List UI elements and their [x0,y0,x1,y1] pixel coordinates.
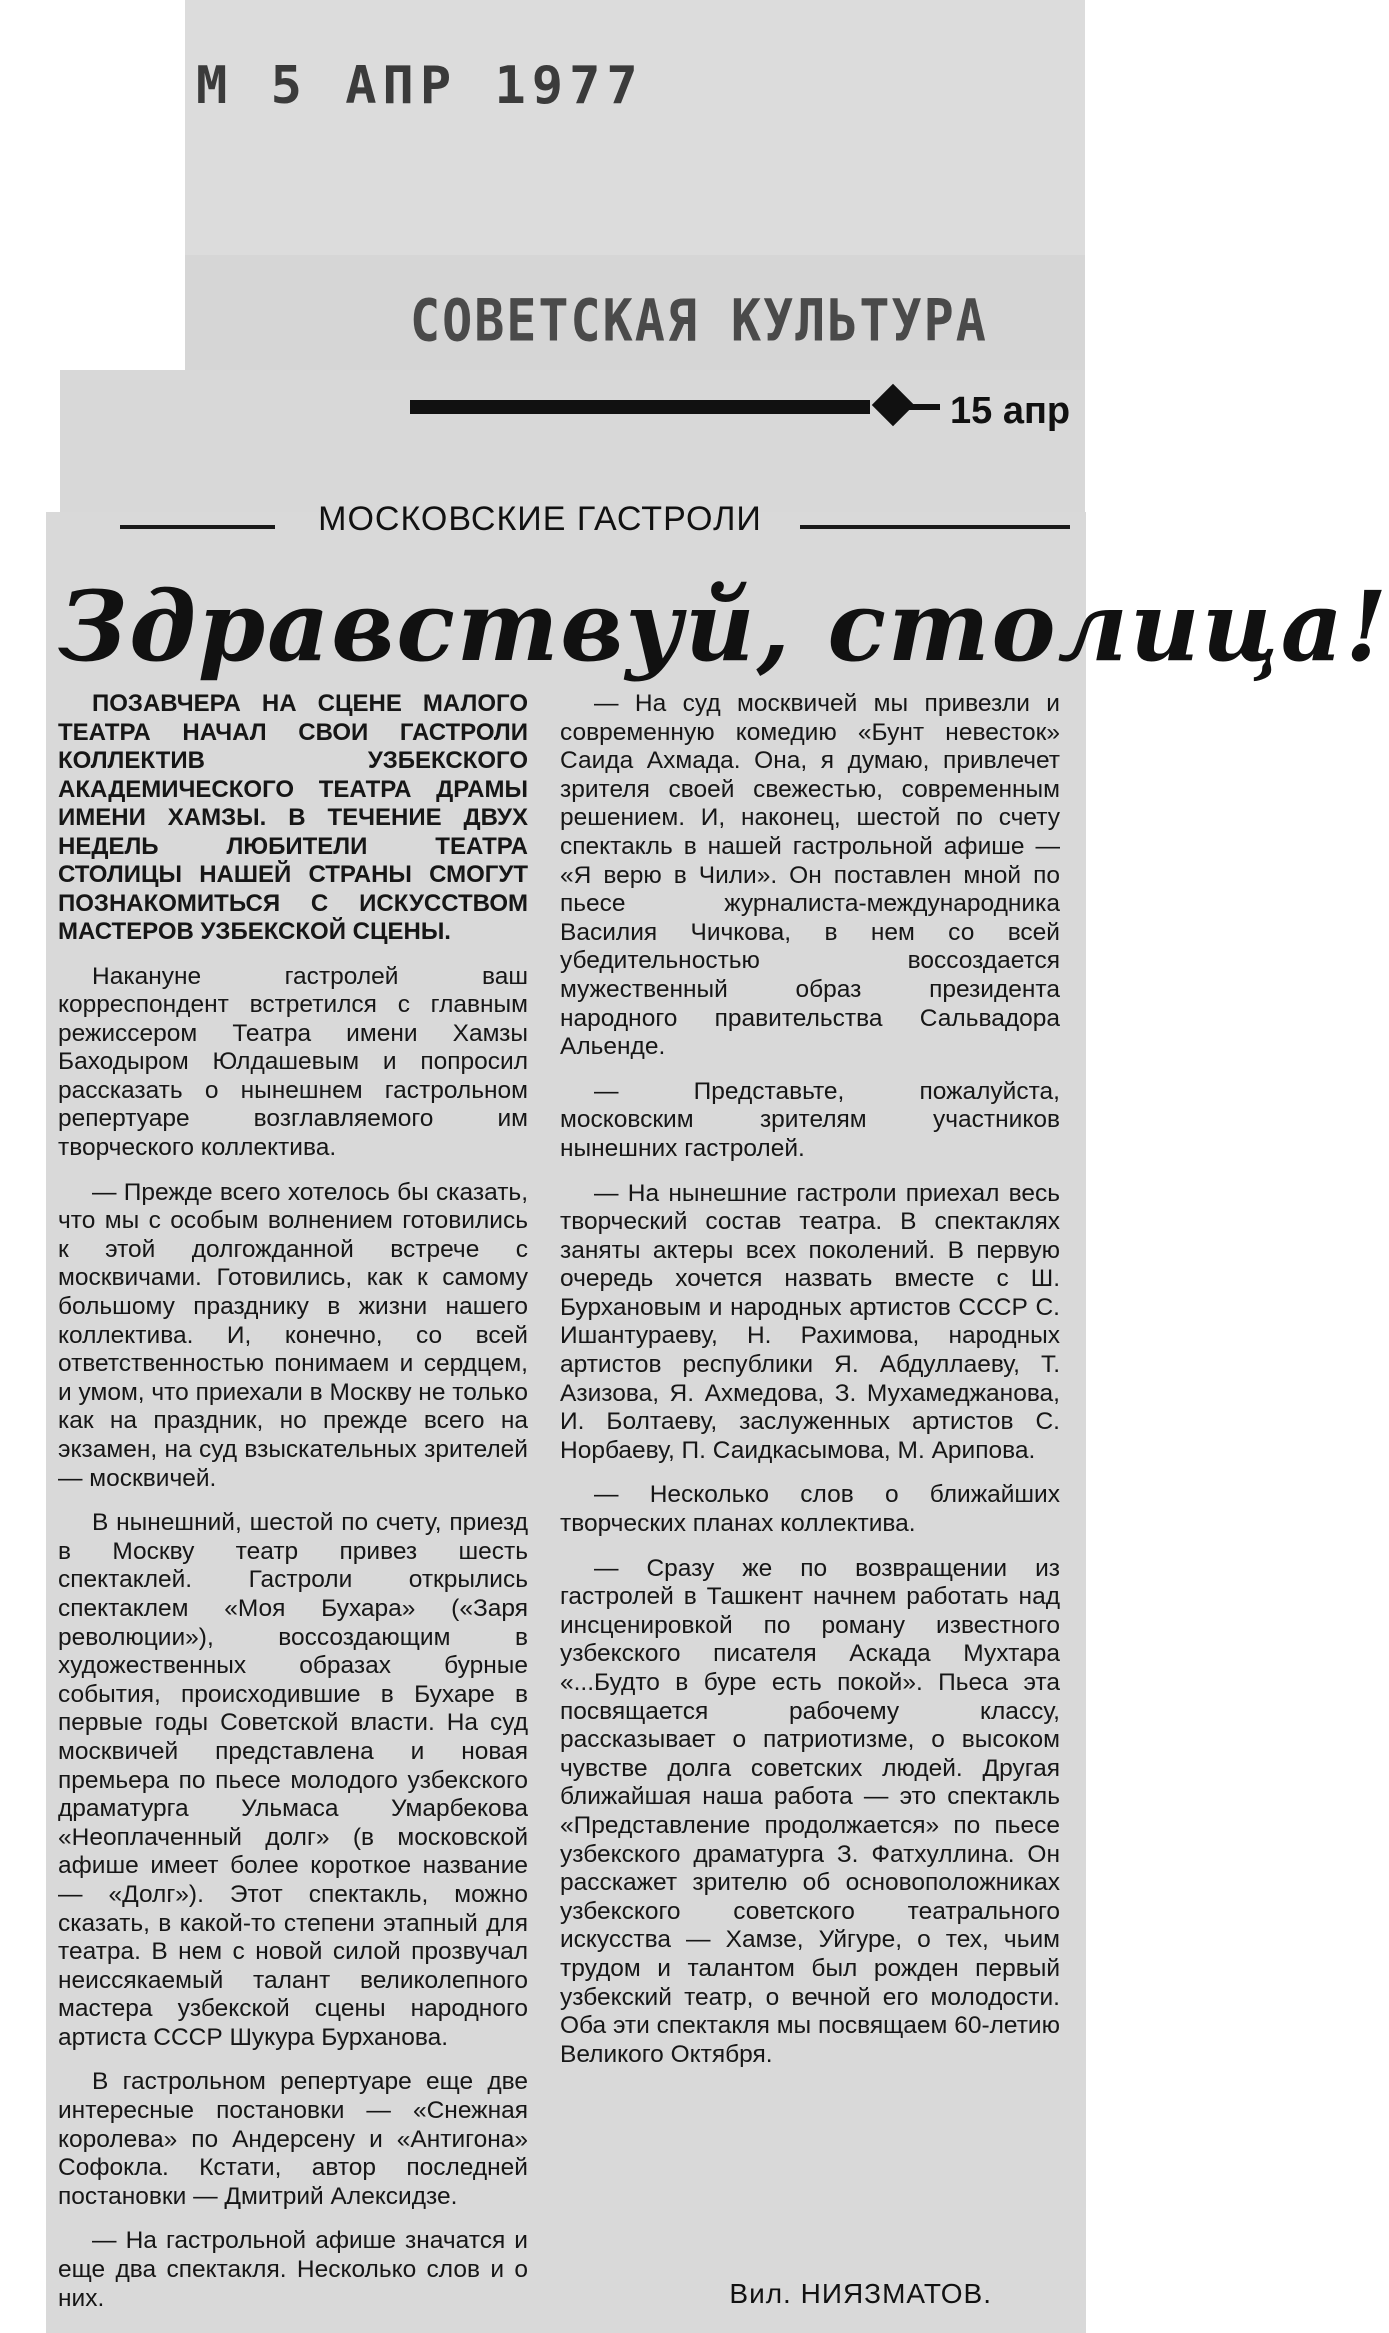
article-paragraph: — Прежде всего хотелось бы сказать, что мы с особым волнением готовились к этой долгожданной встрече с москвичами. Готовились, как к самому большому празднику в жизни нашего коллектива. И, конечно, со всей ответственностью понимаем и сердцем, и умом, что приехали в Москву не только как на праздник, но прежде всего на экзамен, на суд взыскательных зрителей — москвичей. [58,1178,528,1492]
article-paragraph: — На суд москвичей мы привезли и современную комедию «Бунт невесток» Саида Ахмада. Она, я думаю, привлечет зрителя своей свежестью, современным решением. И, наконец, шестой по счету спектакль в нашей гастрольной афише — «Я верю в Чили». Он поставлен мной по пьесе журналиста-международника Василия Чичкова, в нем со всей убедительностью воссоздается мужественный образ президента народного правительства Сальвадора Альенде. [560,690,1060,1061]
article-paragraph: — Несколько слов о ближайших творческих планах коллектива. [560,1481,1060,1538]
article-headline: Здравствуй, столица! [58,570,1389,683]
rubric-rule-right [800,525,1070,529]
article-paragraph: В гастрольном репертуаре еще две интересные постановки — «Снежная королева» по Андерсену и «Антигона» Софокла. Кстати, автор последней постановки — Дмитрий Алексидзе. [58,2068,528,2210]
article-paragraph: — Представьте, пожалуйста, московским зрителям участников нынешних гастролей. [560,1077,1060,1162]
article-paragraph: В нынешний, шестой по счету, приезд в Москву театр привез шесть спектаклей. Гастроли открылись спектаклем «Моя Бухара» («Заря революции»), воссоздающим в художественных образах бурные события, происходившие в Бухаре в первые годы Советской власти. На суд москвичей представлена и новая премьера по пьесе молодого узбекского драматурга Ульмаса Умарбекова «Неоплаченный долг» (в московской афише имеет более короткое название — «Долг»). Этот спектакль, можно сказать, в какой-то степени этапный для театра. В нем с новой силой прозвучал неиссякаемый талант великолепного мастера узбекской сцены народного артиста СССР Шукура Бурханова. [58,1509,528,2051]
clipping-header-strip [185,0,1085,265]
newspaper-date: 15 апр [950,390,1071,432]
article-column-left [58,690,528,2329]
article-author-signature: Вил. НИЯЗМАТОВ. [729,2278,992,2309]
article-lead-paragraph: ПОЗАВЧЕРА НА СЦЕНЕ МАЛОГО ТЕАТРА НАЧАЛ СВОИ ГАСТРОЛИ КОЛЛЕКТИВ УЗБЕКСКОГО АКАДЕМИЧЕСКОГО ТЕАТРА ДРАМЫ ИМЕНИ ХАМЗЫ. В ТЕЧЕНИЕ ДВУХ НЕДЕЛЬ ЛЮБИТЕЛИ ТЕАТРА СТОЛИЦЫ НАШЕЙ СТРАНЫ СМОГУТ ПОЗНАКОМИТЬСЯ С ИСКУССТВОМ МАСТЕРОВ УЗБЕКСКОЙ СЦЕНЫ. [58,690,528,945]
clipping-rubric-strip [60,370,1085,520]
archive-date-stamp: М 5 АПР 1977 [196,56,644,116]
article-rubric: МОСКОВСКИЕ ГАСТРОЛИ [318,500,762,538]
article-column-right [560,690,1060,2085]
newspaper-name: СОВЕТСКАЯ КУЛЬТУРА [410,287,988,355]
article-paragraph: — На нынешние гастроли приехал весь творческий состав театра. В спектаклях заняты актеры всех поколений. В первую очередь хочется назвать вместе с Ш. Бурхановым и народных артистов СССР С. Ишантураеву, Н. Рахимова, народных артистов республики Я. Абдуллаеву, Т. Азизова, Я. Ахмедова, З. Мухамеджанова, И. Болтаеву, заслуженных артистов С. Норбаеву, П. Саидкасымова, М. Арипова. [560,1179,1060,1464]
rubric-rule-left [120,525,275,529]
masthead-rule-short [905,404,940,410]
article-paragraph: — Сразу же по возвращении из гастролей в Ташкент начнем работать над инсценировкой по роману известного узбекского писателя Аскада Мухтара «...Будто в буре есть покой». Пьеса эта посвящается рабочему классу, рассказывает о патриотизме, о высоком чувстве долга советских людей. Другая ближайшая наша работа — это спектакль «Представление продолжается» по пьесе узбекского драматурга З. Фатхуллина. Он расскажет зрителю об основоположниках узбекского советского театрального искусства — Хамзе, Уйгуре, о тех, чьим трудом и талантом был рожден первый узбекский театр, о вечной его молодости. Оба эти спектакля мы посвящаем 60-летию Великого Октября. [560,1554,1060,2068]
masthead-rule [410,400,870,414]
article-paragraph: — На гастрольной афише значатся и еще два спектакля. Несколько слов и о них. [58,2227,528,2312]
article-paragraph: Накануне гастролей ваш корреспондент встретился с главным режиссером Театра имени Хамзы Баходыром Юлдашевым и попросил рассказать о нынешнем гастрольном репертуаре возглавляемого им творческого коллектива. [58,962,528,1162]
